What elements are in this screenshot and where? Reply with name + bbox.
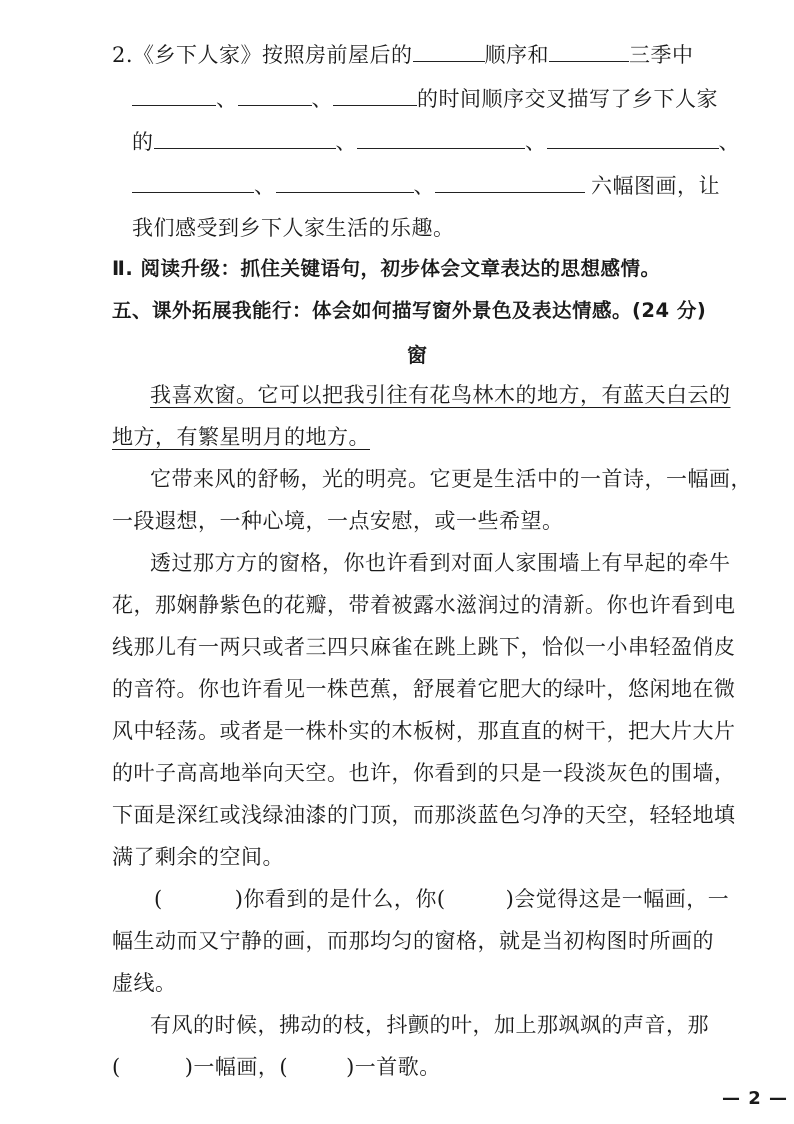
paren-open: ( <box>112 1055 121 1079</box>
article-text: )会觉得这是一幅画，一 <box>505 887 730 911</box>
article-title: 窗 <box>407 343 428 367</box>
answer-blank[interactable] <box>276 172 414 193</box>
answer-blank[interactable] <box>549 41 629 62</box>
q2-text: 的时间顺序交叉描写了乡下人家 <box>417 87 718 111</box>
article-paragraph-3-line: 满了剩余的空间。 <box>112 845 284 869</box>
article-paragraph-4-line-1 <box>154 884 729 914</box>
answer-blank[interactable] <box>435 172 585 193</box>
section-heading-extension: 五、课外拓展我能行：体会如何描写窗外景色及表达情感。(24 分) <box>112 299 707 322</box>
paren-open: ( <box>154 887 163 911</box>
q2-line-1 <box>112 40 694 70</box>
article-paragraph-5-line-2 <box>112 1052 441 1082</box>
q2-text: 顺序和 <box>484 43 550 67</box>
q2-text: 、 <box>413 174 435 198</box>
q2-text: 、 <box>311 87 333 111</box>
q2-text: 、 <box>254 174 276 198</box>
q2-text: 、 <box>216 87 238 111</box>
article-text: )一首歌。 <box>346 1055 441 1079</box>
answer-blank[interactable] <box>238 85 312 106</box>
article-paragraph-3-line: 下面是深红或浅绿油漆的门顶，而那淡蓝色匀净的天空，轻轻地填 <box>112 803 736 827</box>
answer-blank[interactable] <box>333 85 417 106</box>
q2-text: 三季中 <box>629 43 694 67</box>
page-number: — 2 — <box>721 1088 788 1109</box>
article-paragraph-3-line: 线那儿有一两只或者三四只麻雀在跳上跳下，恰似一小串轻盈俏皮 <box>112 635 736 659</box>
q2-line-3 <box>132 127 740 157</box>
article-paragraph-3-line: 的叶子高高地举向天空。也许，你看到的只是一段淡灰色的围墙， <box>112 761 736 785</box>
q2-text: 六幅图画，让 <box>591 174 720 198</box>
answer-blank[interactable] <box>132 172 254 193</box>
article-text: )你看到的是什么，你( <box>234 887 446 911</box>
q2-line-4 <box>132 171 720 201</box>
article-paragraph-5-line: 有风的时候，拂动的枝，抖颤的叶，加上那飒飒的声音，那 <box>150 1013 709 1037</box>
answer-blank[interactable] <box>154 128 336 149</box>
article-paragraph-3-line: 风中轻荡。或者是一株朴实的木板树，那直直的树干，把大片大片 <box>112 719 736 743</box>
article-paragraph-2-line: 它带来风的舒畅，光的明亮。它更是生活中的一首诗，一幅画， <box>150 467 752 491</box>
q2-line-5: 我们感受到乡下人家生活的乐趣。 <box>132 216 455 240</box>
article-paragraph-4-line: 幅生动而又宁静的画，而那均匀的窗格，就是当初构图时所画的 <box>112 929 714 953</box>
q2-line-2 <box>132 84 718 114</box>
q2-text: 、 <box>335 130 357 154</box>
q2-text: 2.《乡下人家》按照房前屋后的 <box>112 43 413 67</box>
article-paragraph-1-line: 地方，有繁星明月的地方。 <box>112 425 370 449</box>
answer-blank[interactable] <box>357 128 525 149</box>
q2-text: 、 <box>525 130 547 154</box>
q2-text: 的 <box>132 130 154 154</box>
article-paragraph-2-line: 一段遐想，一种心境，一点安慰，或一些希望。 <box>112 509 564 533</box>
article-paragraph-4-line: 虚线。 <box>112 971 177 995</box>
article-paragraph-1-line: 我喜欢窗。它可以把我引往有花鸟林木的地方，有蓝天白云的 <box>150 383 731 407</box>
answer-blank[interactable] <box>547 128 719 149</box>
answer-blank[interactable] <box>413 41 485 62</box>
article-paragraph-3-line: 的音符。你也许看见一株芭蕉，舒展着它肥大的绿叶，悠闲地在微 <box>112 677 736 701</box>
q2-text: 、 <box>718 130 740 154</box>
section-heading-reading-upgrade: Ⅱ. 阅读升级：抓住关键语句，初步体会文章表达的思想感情。 <box>112 257 661 280</box>
article-paragraph-3-line: 花，那娴静紫色的花瓣，带着被露水滋润过的清新。你也许看到电 <box>112 593 736 617</box>
answer-blank[interactable] <box>132 85 216 106</box>
article-text: )一幅画，( <box>184 1055 289 1079</box>
article-paragraph-3-line: 透过那方方的窗格，你也许看到对面人家围墙上有早起的牵牛 <box>150 551 731 575</box>
